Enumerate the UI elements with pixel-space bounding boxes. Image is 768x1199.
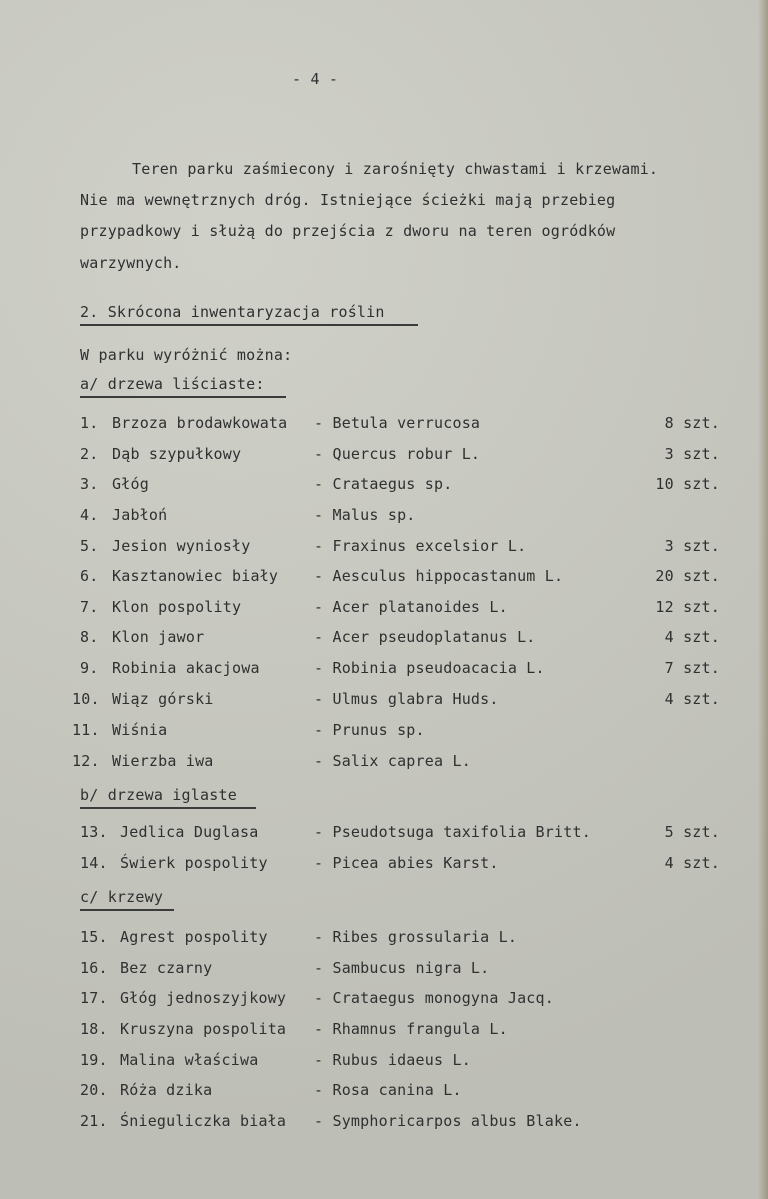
- item-number: 21.: [80, 1112, 108, 1130]
- group-heading-shrubs: c/ krzewy: [80, 888, 174, 911]
- item-polish-name: Jabłoń: [112, 506, 168, 524]
- park-note: W parku wyróżnić można:: [80, 346, 293, 364]
- list-item: [0, 598, 768, 620]
- section-heading: 2. Skrócona inwentaryzacja roślin: [80, 303, 418, 326]
- item-latin-name: - Robinia pseudoacacia L.: [314, 659, 545, 677]
- item-polish-name: Agrest pospolity: [120, 928, 268, 946]
- item-latin-name: - Sambucus nigra L.: [314, 959, 490, 977]
- list-item: [0, 752, 768, 774]
- group-heading-deciduous: a/ drzewa liściaste:: [80, 375, 286, 398]
- list-item: [0, 928, 768, 950]
- list-item: [0, 823, 768, 845]
- item-latin-name: - Acer platanoides L.: [314, 598, 508, 616]
- item-polish-name: Brzoza brodawkowata: [112, 414, 288, 432]
- item-polish-name: Klon jawor: [112, 628, 205, 646]
- item-number: 4.: [80, 506, 99, 524]
- list-item: [0, 721, 768, 743]
- item-latin-name: - Rhamnus frangula L.: [314, 1020, 508, 1038]
- item-polish-name: Robinia akacjowa: [112, 659, 260, 677]
- item-polish-name: Wierzba iwa: [112, 752, 214, 770]
- intro-line-1: Teren parku zaśmiecony i zarośnięty chwastami i krzewami.: [132, 160, 659, 178]
- list-item: [0, 1051, 768, 1073]
- item-number: 15.: [80, 928, 108, 946]
- item-number: 20.: [80, 1081, 108, 1099]
- intro-line-2: Nie ma wewnętrznych dróg. Istniejące ścieżki mają przebieg: [80, 191, 616, 209]
- item-polish-name: Świerk pospolity: [120, 854, 268, 872]
- item-latin-name: - Prunus sp.: [314, 721, 425, 739]
- item-latin-name: - Symphoricarpos albus Blake.: [314, 1112, 582, 1130]
- item-count: 4 szt.: [664, 628, 720, 646]
- item-number: 13.: [80, 823, 108, 841]
- list-item: [0, 854, 768, 876]
- intro-line-4: warzywnych.: [80, 254, 182, 272]
- list-item: [0, 989, 768, 1011]
- item-number: 7.: [80, 598, 99, 616]
- item-number: 12.: [72, 752, 100, 770]
- page-number: - 4 -: [292, 70, 339, 88]
- item-latin-name: - Rosa canina L.: [314, 1081, 462, 1099]
- item-number: 8.: [80, 628, 99, 646]
- list-item: [0, 959, 768, 981]
- item-latin-name: - Ulmus glabra Huds.: [314, 690, 499, 708]
- item-latin-name: - Malus sp.: [314, 506, 416, 524]
- item-number: 17.: [80, 989, 108, 1007]
- item-number: 14.: [80, 854, 108, 872]
- item-latin-name: - Ribes grossularia L.: [314, 928, 518, 946]
- list-item: [0, 445, 768, 467]
- item-polish-name: Kasztanowiec biały: [112, 567, 279, 585]
- item-count: 3 szt.: [664, 445, 720, 463]
- item-latin-name: - Crataegus monogyna Jacq.: [314, 989, 554, 1007]
- item-latin-name: - Quercus robur L.: [314, 445, 481, 463]
- item-polish-name: Klon pospolity: [112, 598, 242, 616]
- item-polish-name: Dąb szypułkowy: [112, 445, 242, 463]
- item-latin-name: - Betula verrucosa: [314, 414, 481, 432]
- item-latin-name: - Picea abies Karst.: [314, 854, 499, 872]
- item-latin-name: - Acer pseudoplatanus L.: [314, 628, 536, 646]
- item-number: 2.: [80, 445, 99, 463]
- item-polish-name: Jesion wyniosły: [112, 537, 251, 555]
- item-count: 20 szt.: [655, 567, 720, 585]
- list-item: [0, 1020, 768, 1042]
- item-polish-name: Jedlica Duglasa: [120, 823, 259, 841]
- item-latin-name: - Pseudotsuga taxifolia Britt.: [314, 823, 591, 841]
- item-number: 16.: [80, 959, 108, 977]
- item-count: 4 szt.: [664, 854, 720, 872]
- group-heading-conifers: b/ drzewa iglaste: [80, 786, 256, 809]
- item-number: 9.: [80, 659, 99, 677]
- item-number: 1.: [80, 414, 99, 432]
- list-item: [0, 506, 768, 528]
- item-number: 5.: [80, 537, 99, 555]
- list-item: [0, 537, 768, 559]
- list-item: [0, 1081, 768, 1103]
- item-count: 4 szt.: [664, 690, 720, 708]
- item-polish-name: Malina właściwa: [120, 1051, 259, 1069]
- item-polish-name: Bez czarny: [120, 959, 213, 977]
- item-polish-name: Wiśnia: [112, 721, 168, 739]
- item-polish-name: Wiąz górski: [112, 690, 214, 708]
- item-latin-name: - Salix caprea L.: [314, 752, 471, 770]
- item-number: 3.: [80, 475, 99, 493]
- item-count: 3 szt.: [664, 537, 720, 555]
- list-item: [0, 628, 768, 650]
- item-polish-name: Śnieguliczka biała: [120, 1112, 287, 1130]
- item-latin-name: - Fraxinus excelsior L.: [314, 537, 527, 555]
- item-count: 12 szt.: [655, 598, 720, 616]
- item-polish-name: Głóg jednoszyjkowy: [120, 989, 287, 1007]
- item-count: 10 szt.: [655, 475, 720, 493]
- item-number: 11.: [72, 721, 100, 739]
- item-polish-name: Głóg: [112, 475, 149, 493]
- item-polish-name: Róża dzika: [120, 1081, 213, 1099]
- list-item: [0, 1112, 768, 1134]
- item-number: 19.: [80, 1051, 108, 1069]
- item-latin-name: - Rubus idaeus L.: [314, 1051, 471, 1069]
- item-polish-name: Kruszyna pospolita: [120, 1020, 287, 1038]
- item-latin-name: - Crataegus sp.: [314, 475, 453, 493]
- item-count: 7 szt.: [664, 659, 720, 677]
- item-number: 10.: [72, 690, 100, 708]
- item-number: 6.: [80, 567, 99, 585]
- list-item: [0, 659, 768, 681]
- list-item: [0, 414, 768, 436]
- item-number: 18.: [80, 1020, 108, 1038]
- item-latin-name: - Aesculus hippocastanum L.: [314, 567, 564, 585]
- item-count: 5 szt.: [664, 823, 720, 841]
- list-item: [0, 567, 768, 589]
- list-item: [0, 475, 768, 497]
- intro-line-3: przypadkowy i służą do przejścia z dworu na teren ogródków: [80, 222, 616, 240]
- list-item: [0, 690, 768, 712]
- item-count: 8 szt.: [664, 414, 720, 432]
